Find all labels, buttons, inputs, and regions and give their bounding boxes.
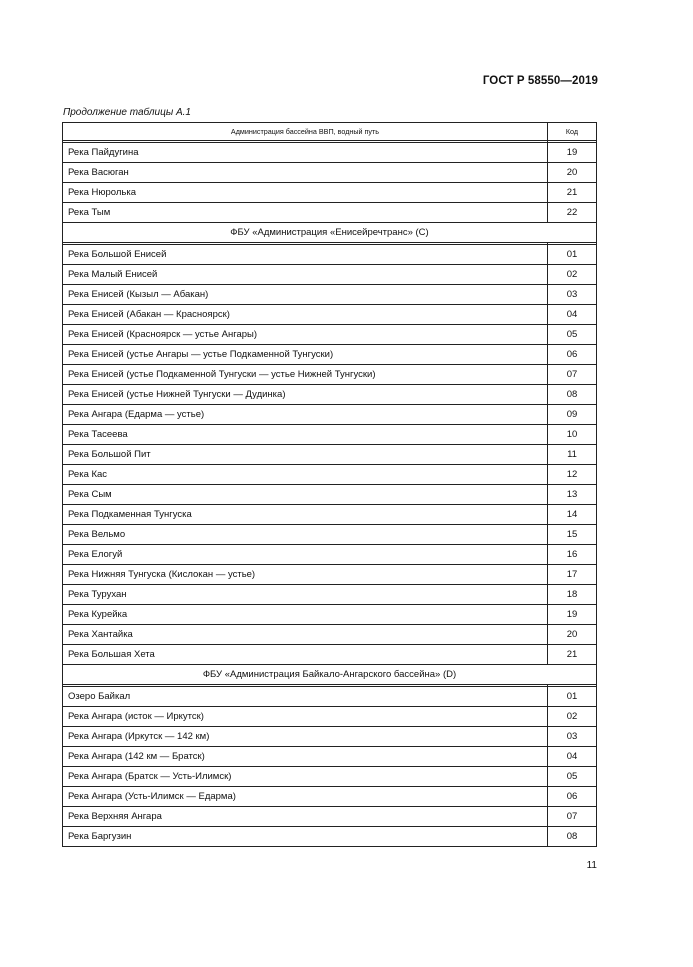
waterway-code: 08: [548, 827, 597, 847]
table-row: [63, 425, 597, 445]
table-row: [63, 807, 597, 827]
table-row: [63, 707, 597, 727]
waterway-code: 01: [548, 687, 597, 707]
waterway-code: 02: [548, 707, 597, 727]
waterway-name: Река Ангара (Иркутск — 142 км): [63, 727, 548, 747]
waterway-name: Озеро Байкал: [63, 687, 548, 707]
table-row: [63, 687, 597, 707]
waterway-name: Река Кас: [63, 465, 548, 485]
waterway-code: 04: [548, 305, 597, 325]
waterway-code: 18: [548, 585, 597, 605]
waterway-name: Река Нюролька: [63, 183, 548, 203]
table-row: [63, 445, 597, 465]
table-row: [63, 143, 597, 163]
waterway-code: 19: [548, 143, 597, 163]
waterway-name: Река Енисей (устье Нижней Тунгуски — Дудинка): [63, 385, 548, 405]
waterway-code: 06: [548, 345, 597, 365]
waterway-code: 10: [548, 425, 597, 445]
waterway-name: Река Курейка: [63, 605, 548, 625]
waterway-code: 06: [548, 787, 597, 807]
waterway-name: Река Енисей (устье Подкаменной Тунгуски — устье Нижней Тунгуски): [63, 365, 548, 385]
waterway-code: 14: [548, 505, 597, 525]
waterway-name: Река Тасеева: [63, 425, 548, 445]
waterway-code: 20: [548, 625, 597, 645]
waterway-code: 21: [548, 645, 597, 665]
waterway-code: 04: [548, 747, 597, 767]
waterway-code: 19: [548, 605, 597, 625]
waterway-code: 22: [548, 203, 597, 223]
waterway-name: Река Большой Енисей: [63, 245, 548, 265]
column-header-code: Код: [548, 123, 597, 141]
waterway-code: 20: [548, 163, 597, 183]
waterway-name: Река Енисей (Абакан — Красноярск): [63, 305, 548, 325]
waterway-name: Река Баргузин: [63, 827, 548, 847]
waterway-name: Река Хантайка: [63, 625, 548, 645]
table-row: [63, 405, 597, 425]
waterway-name: Река Малый Енисей: [63, 265, 548, 285]
waterway-name: Река Енисей (Красноярск — устье Ангары): [63, 325, 548, 345]
section-header-row: [63, 223, 597, 243]
waterway-code: 09: [548, 405, 597, 425]
table-row: [63, 525, 597, 545]
document-code: ГОСТ Р 58550—2019: [482, 75, 598, 87]
table-row: [63, 465, 597, 485]
table-body: [63, 141, 597, 847]
waterway-code: 05: [548, 325, 597, 345]
waterway-name: Река Енисей (Кызыл — Абакан): [63, 285, 548, 305]
table-row: [63, 305, 597, 325]
waterway-code: 07: [548, 365, 597, 385]
table-row: [63, 203, 597, 223]
waterway-name: Река Вельмо: [63, 525, 548, 545]
waterway-code: 15: [548, 525, 597, 545]
waterway-name: Река Ангара (Братск — Усть-Илимск): [63, 767, 548, 787]
table-row: [63, 285, 597, 305]
waterway-name: Река Турухан: [63, 585, 548, 605]
waterway-code: 16: [548, 545, 597, 565]
table-row: [63, 245, 597, 265]
waterway-name: Река Большой Пит: [63, 445, 548, 465]
waterway-name: Река Ангара (Усть-Илимск — Едарма): [63, 787, 548, 807]
section-title: ФБУ «Администрация «Енисейречтранс» (С): [63, 223, 597, 243]
waterway-code: 12: [548, 465, 597, 485]
table-row: [63, 485, 597, 505]
waterway-name: Река Подкаменная Тунгуска: [63, 505, 548, 525]
waterway-name: Река Сым: [63, 485, 548, 505]
waterway-name: Река Большая Хета: [63, 645, 548, 665]
table-header-row: [63, 123, 597, 141]
table-row: [63, 747, 597, 767]
table-row: [63, 385, 597, 405]
table-row: [63, 365, 597, 385]
waterway-code: 02: [548, 265, 597, 285]
waterway-name: Река Тым: [63, 203, 548, 223]
waterway-name: Река Ангара (исток — Иркутск): [63, 707, 548, 727]
table-row: [63, 265, 597, 285]
waterway-code: 21: [548, 183, 597, 203]
table-row: [63, 605, 597, 625]
table-row: [63, 345, 597, 365]
table-row: [63, 585, 597, 605]
waterway-name: Река Верхняя Ангара: [63, 807, 548, 827]
table-continuation-caption: Продолжение таблицы А.1: [63, 107, 191, 118]
waterway-name: Река Елогуй: [63, 545, 548, 565]
waterway-code: 13: [548, 485, 597, 505]
waterway-name: Река Пайдугина: [63, 143, 548, 163]
waterways-table: [62, 122, 597, 847]
waterway-name: Река Енисей (устье Ангары — устье Подкаменной Тунгуски): [63, 345, 548, 365]
waterway-name: Река Нижняя Тунгуска (Кислокан — устье): [63, 565, 548, 585]
table-row: [63, 505, 597, 525]
table-row: [63, 325, 597, 345]
page-number: 11: [586, 860, 597, 871]
table-row: [63, 827, 597, 847]
section-title: ФБУ «Администрация Байкало-Ангарского бассейна» (D): [63, 665, 597, 685]
table-row: [63, 565, 597, 585]
table-row: [63, 787, 597, 807]
waterway-code: 17: [548, 565, 597, 585]
table-row: [63, 163, 597, 183]
waterway-code: 03: [548, 727, 597, 747]
waterway-name: Река Ангара (142 км — Братск): [63, 747, 548, 767]
table-row: [63, 545, 597, 565]
table-row: [63, 645, 597, 665]
table-row: [63, 625, 597, 645]
table-row: [63, 727, 597, 747]
table-row: [63, 767, 597, 787]
waterway-name: Река Васюган: [63, 163, 548, 183]
waterway-code: 11: [548, 445, 597, 465]
waterway-code: 07: [548, 807, 597, 827]
waterway-code: 01: [548, 245, 597, 265]
waterway-name: Река Ангара (Едарма — устье): [63, 405, 548, 425]
column-header-name: Администрация бассейна ВВП, водный путь: [63, 123, 548, 141]
waterway-code: 03: [548, 285, 597, 305]
waterway-code: 05: [548, 767, 597, 787]
table-row: [63, 183, 597, 203]
waterway-code: 08: [548, 385, 597, 405]
section-header-row: [63, 665, 597, 685]
